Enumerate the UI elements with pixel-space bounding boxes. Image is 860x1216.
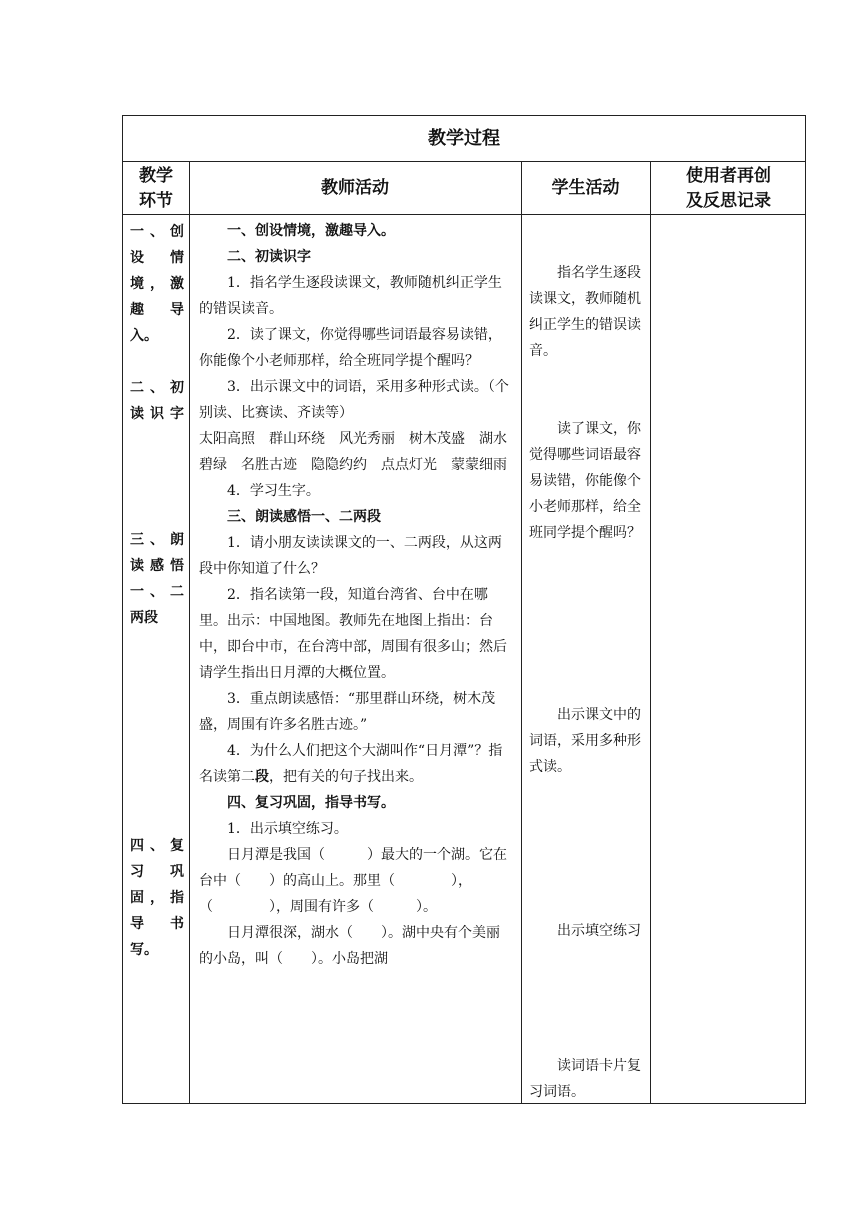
- header-reflection-line: 及反思记录: [686, 191, 771, 211]
- stage-line: 境，激: [130, 276, 184, 292]
- student-activity-text: 指名学生逐段读课文，教师随机纠正学生的错误读音。: [529, 265, 641, 359]
- stage-line: 固，指: [130, 890, 184, 906]
- stage-line: 导 书: [130, 916, 184, 932]
- teacher-step: 3．重点朗读感悟：“那里群山环绕，树木茂盛，周围有许多名胜古迹。”: [199, 691, 496, 733]
- stage-line: 写。: [130, 942, 158, 958]
- section-heading: 四、复习巩固，指导书写。: [227, 795, 395, 811]
- stage-line: 读感悟: [130, 558, 184, 574]
- header-student-activity: 学生活动: [551, 178, 620, 198]
- reflection-cell[interactable]: [658, 218, 800, 1101]
- stage-line: 二、初: [130, 380, 184, 396]
- stage-line: 一、创: [130, 224, 184, 240]
- row-divider: [123, 161, 805, 162]
- student-activity-1: [529, 260, 643, 364]
- header-stage-line: 环节: [139, 191, 173, 211]
- row-divider: [123, 214, 805, 215]
- student-activity-text: 出示课文中的词语，采用多种形式读。: [529, 707, 641, 775]
- column-divider: [189, 161, 190, 1103]
- teacher-step-text: ，把有关的句子找出来。: [269, 769, 423, 785]
- teacher-step: 1．指名学生逐段读课文，教师随机纠正学生的错误读音。: [199, 275, 502, 317]
- student-activity-text: 读了课文，你觉得哪些词语最容易读错，你能像个小老师那样，给全班同学提个醒吗？: [529, 421, 641, 541]
- teacher-step-text: 4．为什么人们把这个大湖叫作“日月潭”？指名读第二: [199, 743, 503, 785]
- stage-line: 四、复: [130, 838, 184, 854]
- section-heading: 三、朗读感悟一、二两段: [227, 509, 381, 525]
- stage-line: 三、朗: [130, 532, 184, 548]
- student-activity-5: [529, 1053, 643, 1105]
- fill-in-exercise: 日月潭是我国（ ）最大的一个湖。它在台中（ ）的高山上。那里（ ），（ ），周围有许多（ ）。: [199, 847, 507, 915]
- student-activity-4: [529, 918, 643, 944]
- stage-2: [130, 375, 184, 427]
- stage-line: 习 巩: [130, 864, 184, 880]
- section-heading: 二、初读识字: [227, 249, 311, 265]
- header-reflection-line: 使用者再创: [686, 166, 771, 186]
- fill-in-exercise: 日月潭很深，湖水（ ）。湖中央有个美丽的小岛，叫（ ）。小岛把湖: [199, 925, 500, 967]
- teacher-step-emphasis: 段: [255, 769, 269, 785]
- header-stage-line: 教学: [139, 166, 173, 186]
- lesson-plan-table: [122, 115, 806, 1104]
- teacher-step: 1．出示填空练习。: [227, 821, 348, 837]
- student-activity-text: 出示填空练习: [557, 923, 641, 939]
- teacher-step: 3．出示课文中的词语，采用多种形式读。（个别读、比赛读、齐读等）: [199, 379, 509, 421]
- teacher-step: 2．指名读第一段，知道台湾省、台中在哪里。出示：中国地图。教师先在地图上指出：台中，即台中市，在台湾中部，周围有很多山；然后请学生指出日月潭的大概位置。: [199, 587, 507, 681]
- stage-3: [130, 527, 184, 631]
- stage-4: [130, 833, 184, 963]
- stage-line: 一、二: [130, 584, 184, 600]
- table-title: 教学过程: [428, 128, 500, 149]
- teacher-step: 1．请小朋友读读课文的一、二两段，从这两段中你知道了什么？: [199, 535, 502, 577]
- header-stage: [123, 164, 189, 214]
- student-activity-text: 读词语卡片复习词语。: [529, 1058, 641, 1100]
- teacher-step: 4．学习生字。: [227, 483, 320, 499]
- stage-line: 设 情: [130, 250, 184, 266]
- header-reflection: [650, 164, 807, 214]
- header-teacher-activity: 教师活动: [321, 178, 389, 198]
- stage-1: [130, 219, 184, 349]
- word-list: 太阳高照 群山环绕 风光秀丽 树木茂盛 湖水碧绿 名胜古迹 隐隐约约 点点灯光 蒙蒙细雨: [199, 431, 507, 473]
- column-divider: [650, 161, 651, 1103]
- teacher-step: 2．读了课文，你觉得哪些词语最容易读错，你能像个小老师那样，给全班同学提个醒吗？: [199, 327, 502, 369]
- stage-line: 趣 导: [130, 302, 184, 318]
- stage-line: 入。: [130, 328, 158, 344]
- stage-line: 读识字: [130, 406, 184, 422]
- student-activity-2: [529, 416, 643, 546]
- section-heading: 一、创设情境，激趣导入。: [227, 223, 395, 239]
- teacher-step: [199, 738, 513, 790]
- stage-line: 两段: [130, 610, 158, 626]
- teacher-activity-cell: [199, 218, 513, 1101]
- student-activity-3: [529, 702, 643, 780]
- column-divider: [521, 161, 522, 1103]
